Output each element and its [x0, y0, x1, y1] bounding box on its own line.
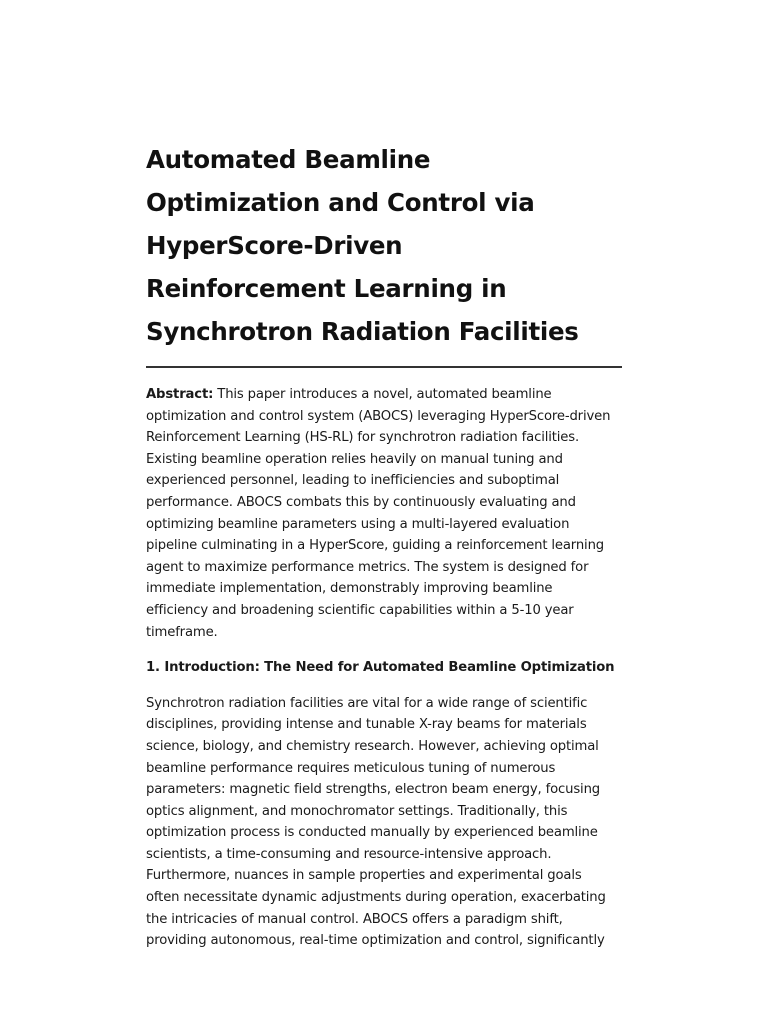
abstract-label: Abstract:	[146, 387, 214, 402]
body-line: Synchrotron radiation facilities are vital for a wide range of scientific	[146, 695, 588, 711]
document-page	[146, 138, 622, 952]
abstract-line: efficiency and broadening scientific capabilities within a 5-10 year	[146, 602, 574, 618]
body-line: providing autonomous, real-time optimization and control, significantly	[146, 933, 605, 949]
abstract-paragraph	[146, 384, 622, 643]
title-line: Synchrotron Radiation Facilities	[146, 317, 579, 346]
section-heading-introduction: 1. Introduction: The Need for Automated Beamline Optimization	[146, 660, 615, 676]
title-divider	[146, 366, 622, 368]
abstract-line: Existing beamline operation relies heavily on manual tuning and	[146, 451, 563, 467]
body-line: the intricacies of manual control. ABOCS offers a paradigm shift,	[146, 911, 563, 927]
body-line: Furthermore, nuances in sample properties and experimental goals	[146, 868, 582, 884]
title-line: Automated Beamline	[146, 145, 431, 174]
abstract-text: This paper introduces a novel, automated beamline	[213, 387, 552, 402]
body-line: parameters: magnetic field strengths, electron beam energy, focusing	[146, 782, 601, 798]
abstract-line: timeframe.	[146, 624, 218, 640]
body-line: optics alignment, and monochromator settings. Traditionally, this	[146, 803, 568, 819]
title-line: Optimization and Control via	[146, 188, 535, 217]
paper-title	[146, 138, 622, 353]
title-line: Reinforcement Learning in	[146, 274, 507, 303]
body-line: optimization process is conducted manually by experienced beamline	[146, 825, 598, 841]
body-line: beamline performance requires meticulous tuning of numerous	[146, 760, 556, 776]
abstract-line: agent to maximize performance metrics. The system is designed for	[146, 559, 589, 575]
abstract-line: performance. ABOCS combats this by continuously evaluating and	[146, 494, 576, 510]
abstract-line: experienced personnel, leading to inefficiencies and suboptimal	[146, 473, 560, 489]
abstract-line: Reinforcement Learning (HS-RL) for synchrotron radiation facilities.	[146, 430, 580, 446]
body-line: disciplines, providing intense and tunable X-ray beams for materials	[146, 717, 587, 733]
abstract-line: optimizing beamline parameters using a multi-layered evaluation	[146, 516, 570, 532]
body-line: scientists, a time-consuming and resource-intensive approach.	[146, 846, 552, 862]
title-line: HyperScore-Driven	[146, 231, 403, 260]
abstract-line: immediate implementation, demonstrably improving beamline	[146, 581, 553, 597]
abstract-line: pipeline culminating in a HyperScore, guiding a reinforcement learning	[146, 538, 604, 554]
body-line: often necessitate dynamic adjustments during operation, exacerbating	[146, 890, 606, 906]
abstract-line: optimization and control system (ABOCS) leveraging HyperScore-driven	[146, 408, 611, 424]
abstract-line	[146, 384, 622, 406]
introduction-paragraph	[146, 693, 622, 952]
body-line: science, biology, and chemistry research. However, achieving optimal	[146, 738, 599, 754]
